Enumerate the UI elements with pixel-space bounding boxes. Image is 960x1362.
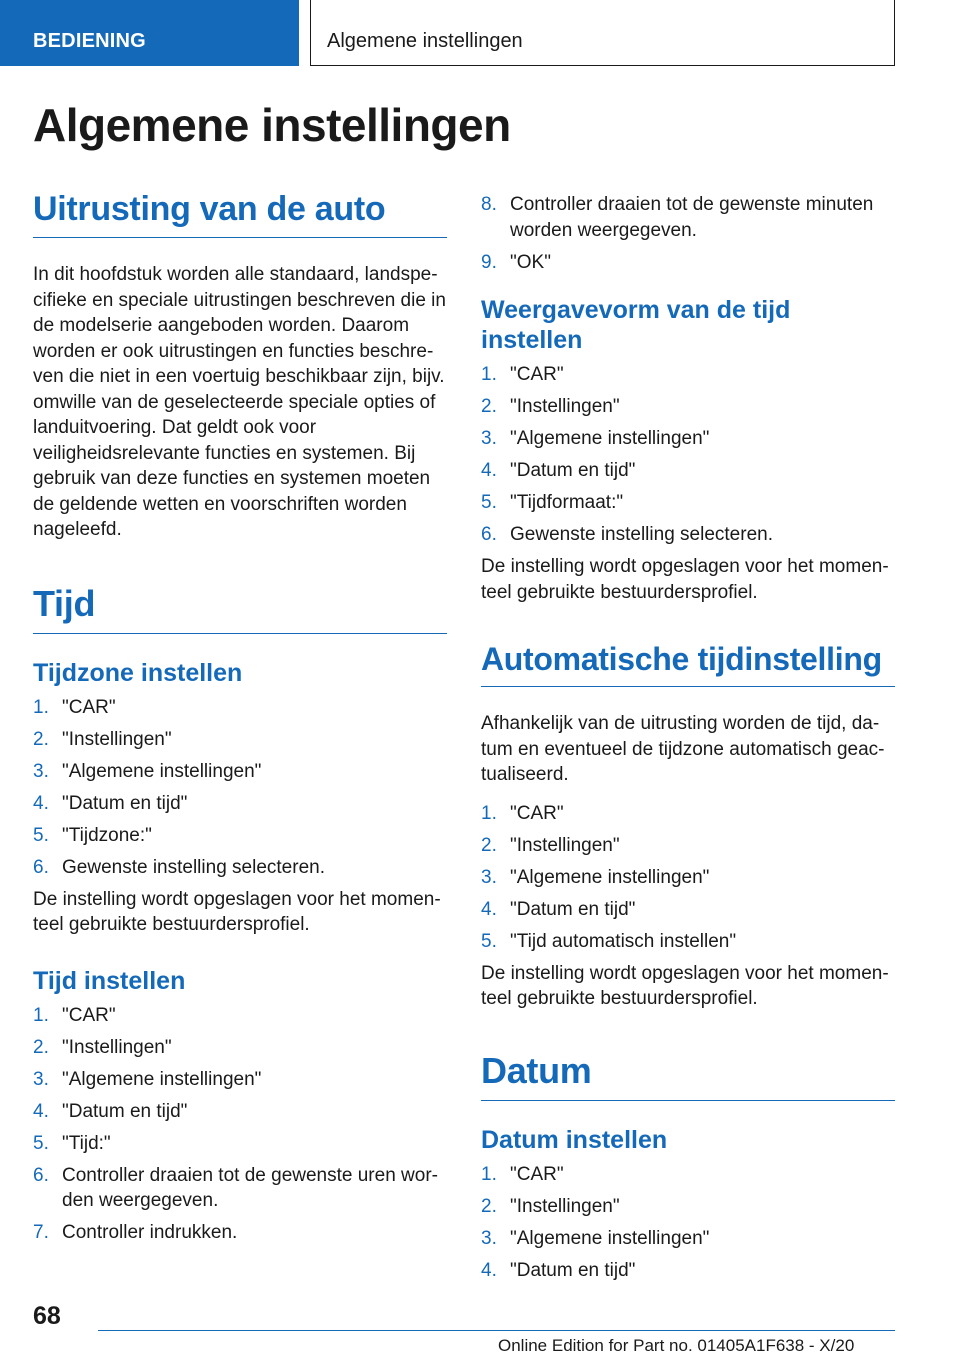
left-column (33, 190, 447, 1252)
list-item: 6. Gewenste instelling selecteren. (481, 524, 773, 545)
list-item: 2. "Instellingen" (33, 1036, 172, 1058)
heading-set-time: Tijd instellen (33, 966, 186, 995)
set-time-steps-continued (481, 192, 895, 275)
auto-time-note: De instelling wordt opgeslagen voor het momenteel gebruikte bestuurdersprofiel. (481, 962, 889, 1009)
heading-auto-time: Automatische tijdinstelling (481, 641, 895, 687)
timezone-steps (33, 695, 447, 881)
heading-time-format: Weergavevorm van de tijd instellen (481, 296, 791, 354)
list-item: 5. "Tijd automatisch instellen" (481, 930, 737, 952)
list-item: 3. "Algemene instellingen" (481, 1227, 710, 1249)
list-item: 4. "Datum en tijd" (33, 1100, 188, 1122)
equipment-body: In dit hoofdstuk worden alle standaard, landspecifieke en speciale uitrustingen beschreven die in de modelserie aangeboden worden. Daarom worden er ook uitrustingen en functies beschreven die niet in een voertuig beschikbaar zijn, bijv. omwille van de geselecteerde speciale opties of landuitvoering. Dat geldt ook voor veiligheidsrelevante functies en systemen. Bij gebruik van deze functies en systemen moeten de geldende wetten en voorschriften worden nageleefd. (33, 264, 446, 540)
list-item: 5. "Tijdzone:" (33, 824, 152, 846)
list-item: 3. "Algemene instellingen" (33, 760, 262, 782)
right-column (481, 192, 895, 1290)
time-format-steps (481, 362, 895, 548)
heading-timezone: Tijdzone instellen (33, 658, 243, 687)
heading-equipment: Uitrusting van de auto (33, 190, 447, 238)
list-item: 2. "Instellingen" (33, 728, 172, 750)
chapter-title: Algemene instellingen (310, 0, 895, 66)
list-item: 5. "Tijdformaat:" (481, 492, 624, 513)
list-item: 3. "Algemene instellingen" (481, 866, 710, 888)
list-item: 5. "Tijd:" (33, 1132, 111, 1154)
heading-time: Tijd (33, 583, 447, 634)
list-item: 4. "Datum en tijd" (481, 898, 636, 920)
footer-divider (98, 1330, 895, 1331)
list-item: 1. "CAR" (481, 1163, 564, 1185)
page-title: Algemene instellingen (33, 99, 511, 151)
auto-time-body: Afhankelijk van de uitrusting worden de tijd, datum en eventueel de tijdzone automatisch geactualiseerd. (481, 713, 885, 785)
footer-edition: Online Edition for Part no. 01405A1F638 - X/20 (498, 1336, 855, 1355)
list-item: 2. "Instellingen" (481, 834, 620, 856)
set-time-steps (33, 1003, 447, 1246)
list-item: 4. "Datum en tijd" (481, 1259, 636, 1281)
list-item: 3. "Algemene instellingen" (481, 428, 710, 449)
list-item: 2. "Instellingen" (481, 1195, 620, 1217)
list-item: 1. "CAR" (481, 802, 564, 824)
list-item: 1. "CAR" (481, 364, 564, 385)
heading-set-date: Datum instellen (481, 1125, 668, 1154)
set-date-steps (481, 1162, 895, 1284)
time-format-note: De instelling wordt opgeslagen voor het momenteel gebruikte bestuurdersprofiel. (481, 556, 889, 603)
list-item: 2. "Instellingen" (481, 396, 620, 417)
page-number: 68 (33, 1302, 61, 1330)
list-item: 6. Gewenste instelling selecteren. (33, 856, 325, 878)
list-item: 9. "OK" (481, 251, 551, 273)
list-item: 4. "Datum en tijd" (481, 460, 636, 481)
list-item: 4. "Datum en tijd" (33, 792, 188, 814)
list-item: 7. Controller indrukken. (33, 1222, 238, 1243)
auto-time-steps (481, 801, 895, 955)
timezone-note: De instelling wordt opgeslagen voor het momenteel gebruikte bestuurdersprofiel. (33, 888, 441, 935)
heading-date: Datum (481, 1050, 895, 1101)
section-tab: BEDIENING (0, 0, 299, 66)
list-item: 3. "Algemene instellingen" (33, 1068, 262, 1090)
list-item: 6. Controller draaien tot de gewenste uren worden weergegeven. (33, 1164, 438, 1211)
list-item: 8. Controller draaien tot de gewenste minuten worden weergegeven. (481, 194, 874, 241)
list-item: 1. "CAR" (33, 1004, 116, 1026)
list-item: 1. "CAR" (33, 696, 116, 718)
